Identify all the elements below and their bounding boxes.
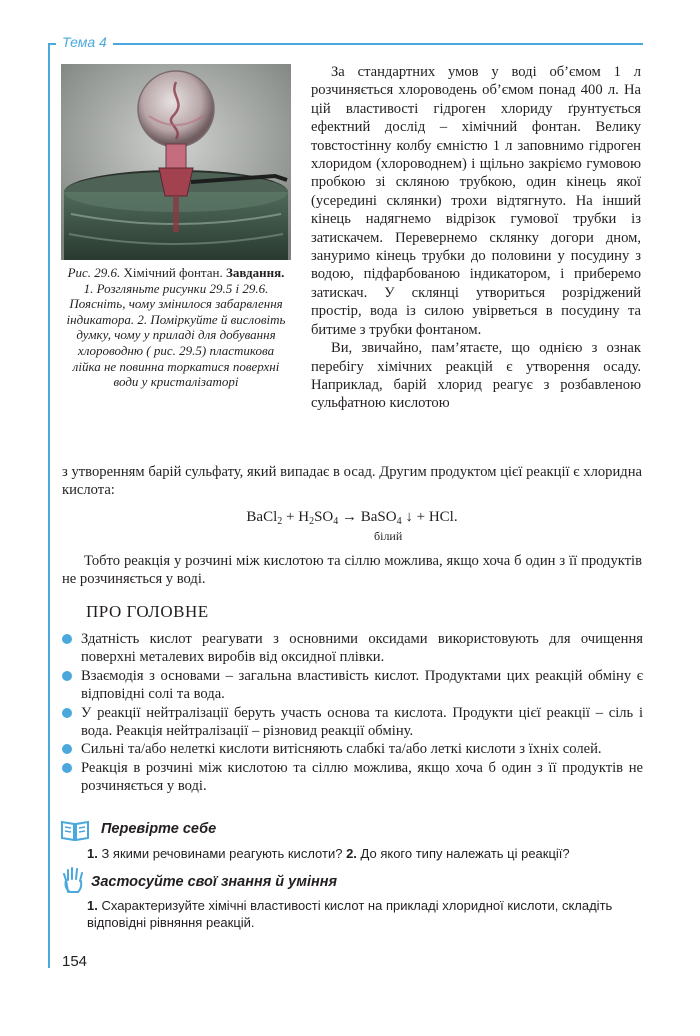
eq-reactant-so4: SO	[314, 509, 334, 525]
caption-title: Хімічний фонтан.	[120, 265, 223, 280]
caption-task-text: 1. Розгляньте рисунки 29.5 і 29.6. Поясніть, чому змінилося забарвлення індикатора. 2. Поміркуйте й висловіть думку, чому у приладі для добування хлороводню ( рис. 29.5) пластикова лійка не повинна торкатися поверхні води у кристалізаторі	[66, 280, 286, 390]
frame-left-rule	[48, 43, 50, 968]
eq-reactant-h2so4: H	[298, 509, 310, 525]
bullet-dot	[62, 671, 72, 681]
check-yourself-title: Перевірте себе	[101, 821, 217, 837]
list-item	[60, 667, 643, 704]
eq-sub: 4	[333, 516, 339, 527]
eq-arrow: →	[338, 509, 361, 525]
task-number: 1.	[87, 898, 98, 913]
eq-precipitate-arrow: ↓	[401, 509, 413, 525]
frame-top-rule	[48, 43, 643, 45]
list-item-text: Взаємодія з основами – загальна властивість кислот. Продуктами цих реакцій обміну є відповідні солі та вода.	[81, 667, 643, 703]
list-item	[60, 759, 643, 796]
eq-sub: 4	[396, 516, 402, 527]
eq-label-white: білий	[374, 529, 403, 543]
bullet-dot	[62, 744, 72, 754]
question-number: 1.	[87, 846, 98, 861]
paragraph-continuation: з утворенням барій сульфату, який випадає в осад. Другим продуктом цієї реакції є хлоридна кислота:	[62, 464, 642, 499]
list-item	[60, 630, 643, 667]
paragraph-conclusion: Тобто реакція у розчині між кислотою та сіллю можлива, якщо хоча б один з її продуктів не розчиняється у воді.	[62, 553, 642, 588]
theme-label: Тема 4	[56, 34, 113, 50]
bullet-dot	[62, 634, 72, 644]
book-icon	[60, 819, 90, 841]
list-item-text: Сильні та/або нелеткі кислоти витісняють слабкі та/або леткі кислоти з їхніх солей.	[81, 741, 602, 758]
check-yourself-questions	[87, 846, 642, 863]
list-item	[60, 740, 643, 758]
figure-caption	[63, 265, 289, 390]
column-text	[311, 63, 641, 413]
apply-knowledge-title: Застосуйте свої знання й уміння	[91, 874, 338, 890]
paragraph-fountain: За стандартних умов у воді об’ємом 1 л розчиняється хлороводень об’ємом понад 400 л. На цій властивості гідроген хлориду ґрунтується ефектний дослід – хімічний фонтан. Велику товстостінну колбу ємністю 1 л заповнимо гідроген хлоридом (хлороводнем) і щільно закріємо гумовою пробкою зі скляною трубкою, один кінець якої (усередині склянки) трохи відтягнуто. На інший кінець надягнемо відрізок гумової трубки із затискачем. Перевернемо склянку догори дном, зануримо кінець трубки до половини у посудину з водою, підфарбованою індикатором, і приберемо затискач. У склянці утвориться розріджений простір, вода із силою увірветься в посудину та битиме з трубки фонтаном.	[311, 64, 641, 338]
caption-ref: Рис. 29.6.	[67, 265, 121, 280]
bullet-dot	[62, 708, 72, 718]
task-text: Схарактеризуйте хімічні властивості кислот на прикладі хлоридної кислоти, складіть відповідні рівняння реакцій.	[87, 898, 613, 930]
hand-icon	[60, 866, 88, 894]
list-item-text: Здатність кислот реагувати з основними оксидами використовують для очищення поверхні металевих виробів від оксидної плівки.	[81, 631, 643, 666]
question-number: 2.	[342, 846, 357, 861]
full-width-text	[62, 463, 642, 500]
list-item-text: Реакція в розчині між кислотою та сіллю можлива, якщо хоча б один з її продуктів не розчиняється у воді.	[81, 759, 643, 795]
bullet-dot	[62, 763, 72, 773]
eq-plus: +	[412, 509, 429, 525]
question-text: До якого типу належать ці реакції?	[356, 846, 570, 861]
chemical-equation	[62, 509, 642, 526]
eq-reactant-bacl2: BaCl	[246, 509, 278, 525]
summary-heading: ПРО ГОЛОВНЕ	[86, 602, 209, 621]
paragraph-precipitate: Ви, звичайно, пам’ятаєте, що однією з ознак перебігу хімічних реакцій є утворення осаду. Наприклад, барій хлорид реагує з розбавленою сульфатною кислотою	[311, 340, 641, 412]
eq-sub: 2	[309, 516, 315, 527]
question-text: З якими речовинами реагують кислоти?	[97, 846, 343, 861]
apply-knowledge-task	[87, 898, 642, 931]
eq-sub: 2	[277, 516, 283, 527]
eq-product-hcl: HCl.	[428, 509, 458, 525]
page-number: 154	[62, 953, 88, 970]
caption-task-label: Завдання.	[226, 265, 285, 280]
list-item-text: У реакції нейтралізації беруть участь основа та кислота. Продукти цієї реакції – сіль і вода. Реакція нейтралізації – різновид реакції обміну.	[81, 704, 643, 740]
eq-product-baso4: BaSO	[360, 509, 397, 525]
summary-list	[60, 630, 643, 796]
list-item	[60, 704, 643, 741]
chemical-fountain-photo	[61, 64, 291, 260]
eq-plus: +	[282, 509, 299, 525]
paragraph-conclusion-block	[62, 552, 642, 589]
